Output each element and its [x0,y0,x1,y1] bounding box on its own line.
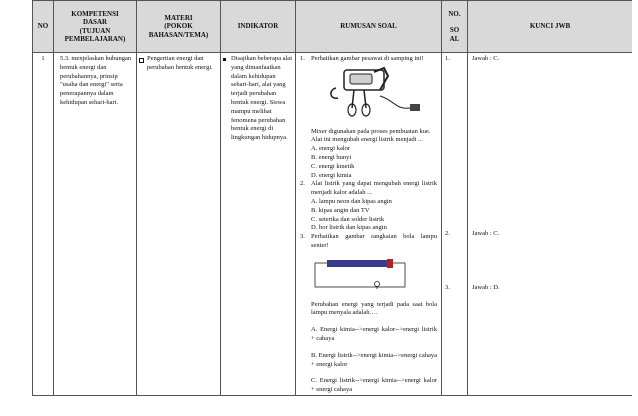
header-kunci: KUNCI JWB [468,1,633,53]
question-2: 2. Alat listrik yang dapat mengubah energi listrik menjadi kalor adalah ... [300,180,437,197]
table-header [33,1,633,53]
kunci-2: Jawab : C. [472,229,500,237]
materi-text: Pengertian energi dan perubahan bentuk energi. [137,53,220,73]
indikator-text: Disajikan beberapa alat yang dimanfaatkan dalam kehidupan sehari-hari, alat yang terjadi perubahan bentuk energi. Siswa mampu melihat fenomena perubahan bentuk energi di lingkungan hidupnya. [221,53,295,143]
kompetensi-text: 5.3. menjelaskan hubungan bentuk energi dan perubahannya, prinsip "usaha dan energi" serta penerapannya dalam kehidupan sehari-hari. [54,53,137,396]
no-soal-2: 2. [445,229,450,237]
no-soal-1: 1. [445,55,450,62]
mixer-illustration [324,66,424,120]
header-rumusan-soal: RUMUSAN SOAL [296,1,442,53]
materi-cell [137,53,221,396]
rumusan-soal-cell [296,53,442,396]
question-2-options: A. lampu neon dan kipas angin B. kipas angin dan TV C. seterika dan solder listrik D. bor listrik dan kipas angin [311,197,392,232]
header-no: NO [33,1,54,53]
row-number: 1 [33,53,54,396]
no-soal-cell [442,53,468,396]
header-indikator: INDIKATOR [221,1,296,53]
header-kompetensi: KOMPETENSI DASAR (TUJUAN PEMBELAJARAN) [54,1,137,53]
kunci-3: Jawab : D. [472,283,500,291]
no-soal-3: 3. [445,283,450,291]
kunci-1: Jawab : C. [472,55,500,62]
header-materi: MATERI (POKOK BAHASAN/TEMA) [137,1,221,53]
lesson-grid-table [32,0,632,416]
indikator-cell [221,53,296,396]
question-3: 3. Perhatikan gambar rangkaian bola lampu senter! [300,233,437,249]
flashlight-circuit-illustration [311,259,411,291]
table-row [33,53,633,396]
kunci-cell [468,53,633,396]
question-1-body: Mixer digunakan pada proses pembuatan kue. Alat ini mengubah energi listrik menjadi ... A. energi kalor B. energi bunyi C. energi kinetik D. energi kimia [311,127,431,179]
header-no-soal: NO. SO AL [442,1,468,53]
question-1: 1. Perhatikan gambar pesawat di samping ini! [300,55,424,62]
question-3-body: Perubahan energi yang terjadi pada saat bola lampu menyala adalah…. A. Energi kimia-->energi kalor-->energi listrik + cahaya B. Energi listrik-->energi kimia-->energi cahaya + energi kalor C. Energi listrik-->energi kimia-->energi kalor + energi cahaya [300,251,437,395]
